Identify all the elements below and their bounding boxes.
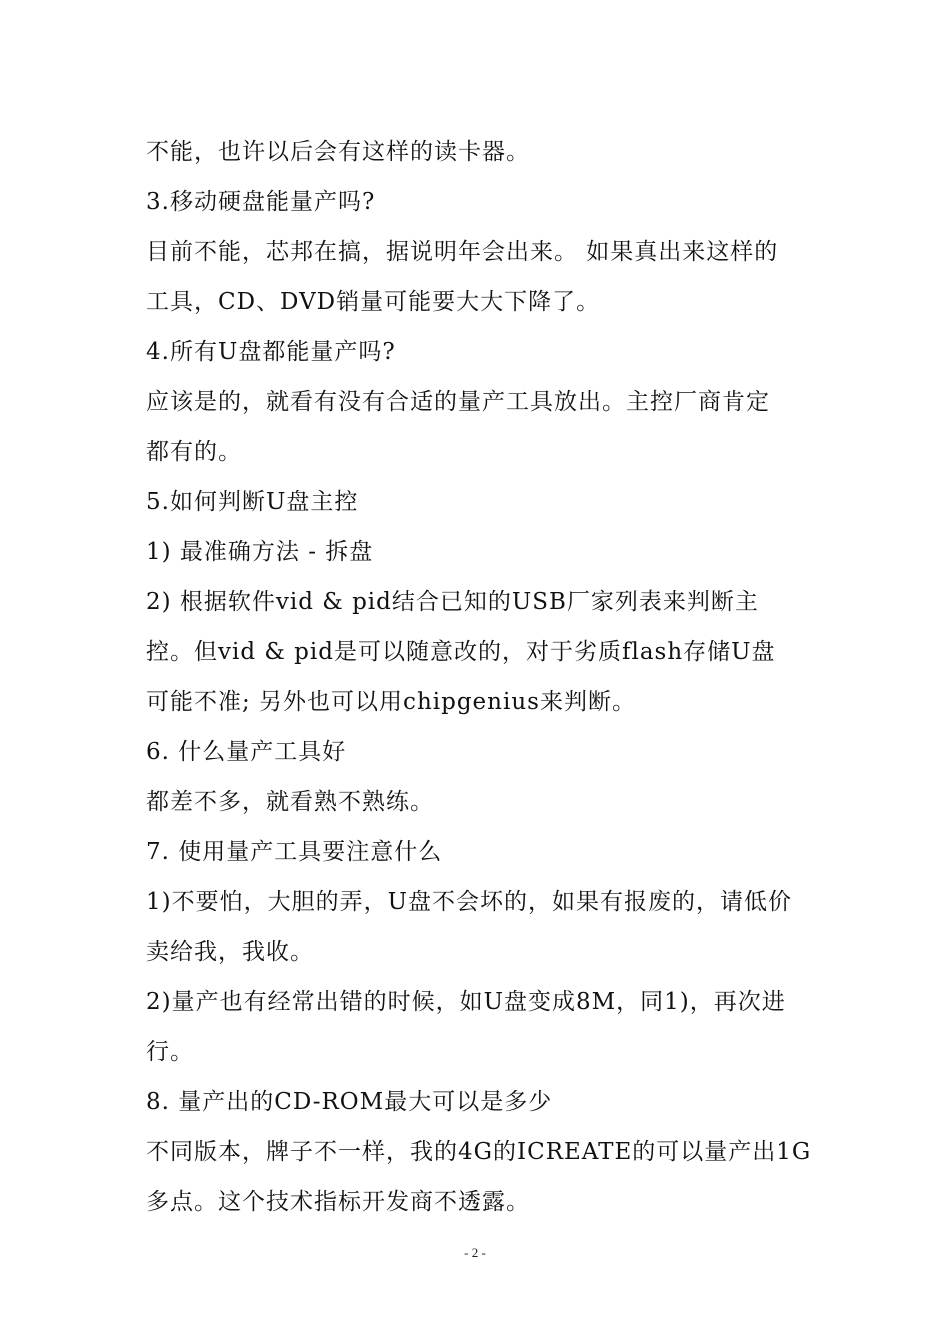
text-line: 应该是的，就看有没有合适的量产工具放出。主控厂商肯定 <box>146 389 770 415</box>
text-line: 工具，CD、DVD销量可能要大大下降了。 <box>146 289 601 315</box>
text-line: 不能，也许以后会有这样的读卡器。 <box>146 139 530 165</box>
text-line: 2)量产也有经常出错的时候，如U盘变成8M，同1)，再次进 <box>146 989 786 1015</box>
text-line: 2) 根据软件vid & pid结合已知的USB厂家列表来判断主 <box>146 589 759 615</box>
text-line: 都差不多，就看熟不熟练。 <box>146 789 434 815</box>
text-line: 目前不能，芯邦在搞，据说明年会出来。 如果真出来这样的 <box>146 239 779 265</box>
question-heading: 7. 使用量产工具要注意什么 <box>146 839 443 865</box>
text-line: 可能不准; 另外也可以用chipgenius来判断。 <box>146 689 636 715</box>
question-heading: 3.移动硬盘能量产吗? <box>146 189 376 215</box>
document-body <box>146 127 812 1227</box>
text-line: 1) 最准确方法 - 拆盘 <box>146 539 374 565</box>
question-heading: 6. 什么量产工具好 <box>146 739 347 765</box>
page-number: - 2 - <box>464 1245 486 1260</box>
text-line: 不同版本，牌子不一样，我的4G的ICREATE的可以量产出1G <box>146 1139 812 1165</box>
text-line: 卖给我，我收。 <box>146 939 314 965</box>
question-heading: 4.所有U盘都能量产吗? <box>146 339 396 365</box>
text-line: 行。 <box>146 1039 194 1065</box>
text-line: 都有的。 <box>146 439 242 465</box>
text-line: 1)不要怕，大胆的弄，U盘不会坏的，如果有报废的，请低价 <box>146 889 792 915</box>
question-heading: 8. 量产出的CD-ROM最大可以是多少 <box>146 1089 553 1115</box>
text-line: 控。但vid & pid是可以随意改的，对于劣质flash存储U盘 <box>146 639 776 665</box>
text-line: 多点。这个技术指标开发商不透露。 <box>146 1189 530 1215</box>
question-heading: 5.如何判断U盘主控 <box>146 489 359 515</box>
